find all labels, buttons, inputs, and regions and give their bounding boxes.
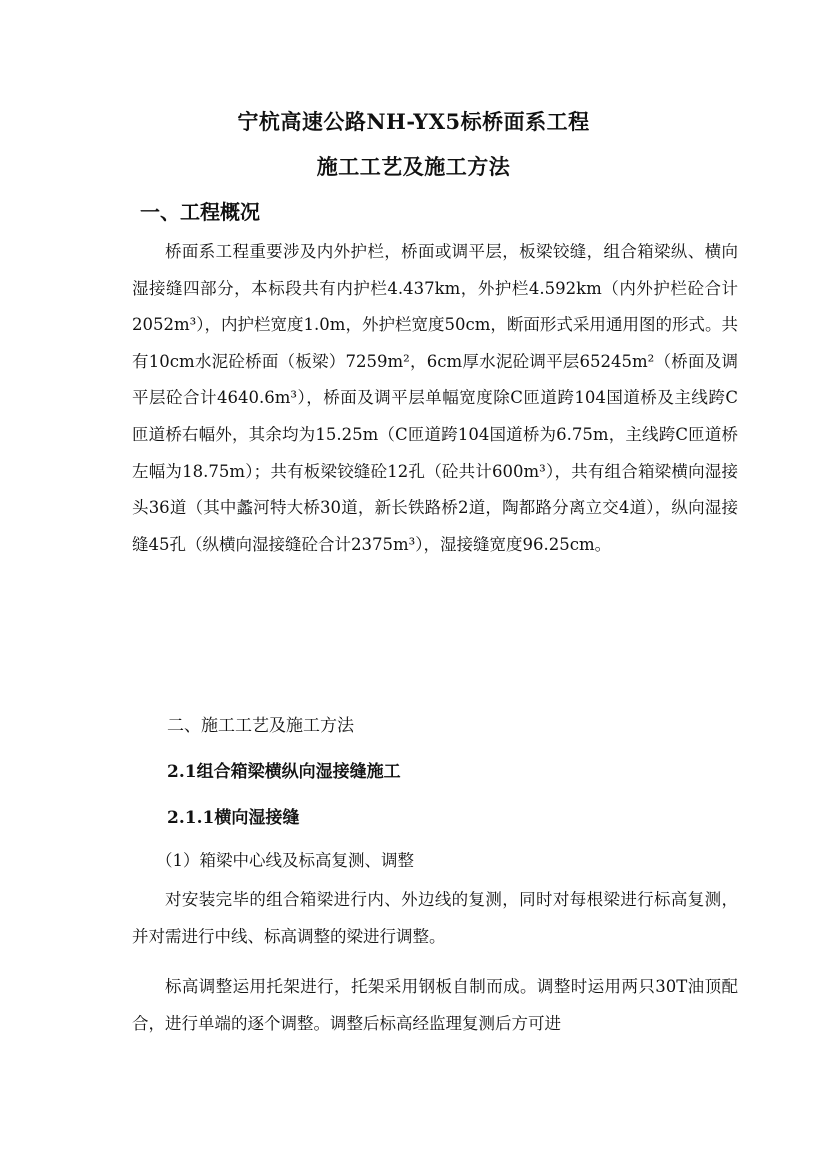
document-subtitle: 施工工艺及施工方法 xyxy=(316,154,511,179)
item-1-heading: （1）箱梁中心线及标高复测、调整 xyxy=(156,851,414,870)
section-2-heading: 二、施工工艺及施工方法 xyxy=(167,716,354,736)
section-1-heading: 一、工程概况 xyxy=(140,200,260,224)
item-1-paragraph-2: 标高调整运用托架进行，托架采用钢板自制而成。调整时运用两只30T油顶配合，进行单端的逐个调整。调整后标高经监理复测后方可进 xyxy=(132,977,738,1033)
item-1-paragraph-1: 对安装完毕的组合箱梁进行内、外边线的复测，同时对每根梁进行标高复测，并对需进行中线、标高调整的梁进行调整。 xyxy=(132,890,738,946)
section-2-1-heading: 2.1组合箱梁横纵向湿接缝施工 xyxy=(167,762,401,782)
section-1-paragraph: 桥面系工程重要涉及内外护栏，桥面或调平层，板梁铰缝，组合箱梁纵、横向湿接缝四部分，本标段共有内护栏4.437km，外护栏4.592km（内外护栏砼合计2052m³），内护栏宽度1.0m，外护栏宽度50cm，断面形式采用通用图的形式。共有10cm水泥砼桥面（板梁）7259m²，6cm厚水泥砼调平层65245m²（桥面及调平层砼合计4640.6m³），桥面及调平层单幅宽度除C匝道跨104国道桥及主线跨C匝道桥右幅外，其余均为15.25m（C匝道跨104国道桥为6.75m，主线跨C匝道桥左幅为18.75m）；共有板梁铰缝砼12孔（砼共计600m³），共有组合箱梁横向湿接头36道（其中蠡河特大桥30道，新长铁路桥2道，陶都路分离立交4道），纵向湿接缝45孔（纵横向湿接缝砼合计2375m³），湿接缝宽度96.25cm。 xyxy=(132,242,738,554)
section-2-1-1-heading: 2.1.1横向湿接缝 xyxy=(167,808,300,828)
document-title: 宁杭高速公路NH-YX5标桥面系工程 xyxy=(237,109,590,134)
